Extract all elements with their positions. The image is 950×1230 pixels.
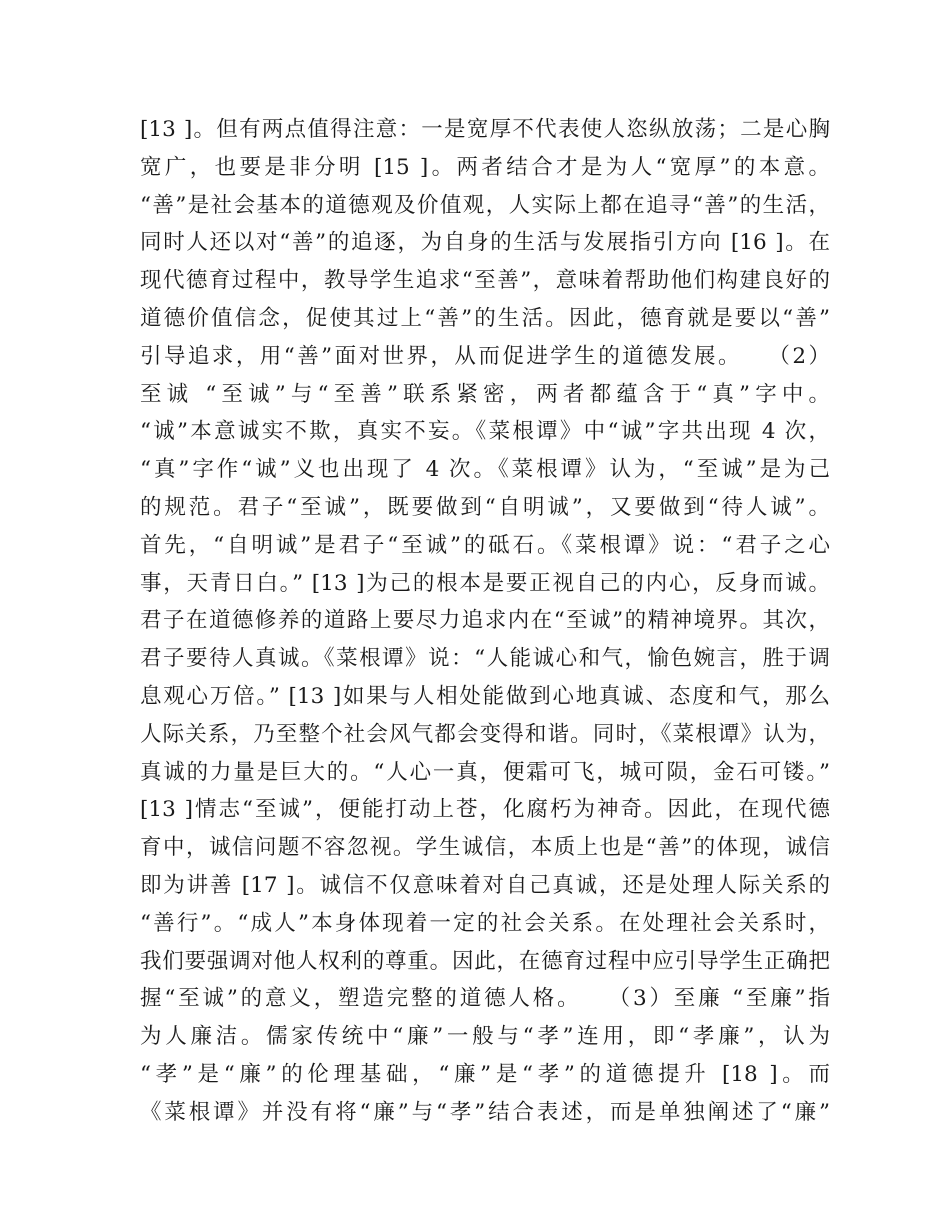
text-line: 即为讲善 [17 ]。诚信不仅意味着对自己真诚，还是处理人际关系的 bbox=[140, 872, 830, 898]
text-line: 引导追求，用“善”面对世界，从而促进学生的道德发展。 （2） bbox=[140, 343, 830, 369]
body-text bbox=[140, 111, 830, 1132]
text-line: 首先，“自明诚”是君子“至诚”的砥石。《菜根谭》说：“君子之心 bbox=[140, 532, 830, 558]
text-line: “善”是社会基本的道德观及价值观，人实际上都在追寻“善”的生活， bbox=[140, 192, 830, 218]
text-line: “善行”。“成人”本身体现着一定的社会关系。在处理社会关系时， bbox=[140, 910, 830, 936]
text-line: 育中，诚信问题不容忽视。学生诚信，本质上也是“善”的体现，诚信 bbox=[140, 835, 830, 861]
text-line: 道德价值信念，促使其过上“善”的生活。因此，德育就是要以“善” bbox=[140, 305, 830, 331]
text-line: 人际关系，乃至整个社会风气都会变得和谐。同时，《菜根谭》认为， bbox=[140, 721, 830, 747]
text-line: 至诚 “至诚”与“至善”联系紧密，两者都蕴含于“真”字中。 bbox=[140, 381, 830, 407]
text-line: 息观心万倍。” [13 ]如果与人相处能做到心地真诚、态度和气，那么 bbox=[140, 683, 830, 709]
text-line: 君子要待人真诚。《菜根谭》说：“人能诚心和气，愉色婉言，胜于调 bbox=[140, 646, 830, 672]
text-line: “真”字作“诚”义也出现了 4 次。《菜根谭》认为，“至诚”是为己 bbox=[140, 457, 830, 483]
text-line: “孝”是“廉”的伦理基础，“廉”是“孝”的道德提升 [18 ]。而 bbox=[140, 1061, 830, 1087]
text-line: [13 ]情志“至诚”，便能打动上苍，化腐朽为神奇。因此，在现代德 bbox=[140, 797, 830, 823]
text-line: 宽广，也要是非分明 [15 ]。两者结合才是为人“宽厚”的本意。 bbox=[140, 154, 830, 180]
text-line: 事，天青日白。” [13 ]为己的根本是要正视自己的内心，反身而诚。 bbox=[140, 570, 830, 596]
text-line: [13 ]。但有两点值得注意：一是宽厚不代表使人恣纵放荡；二是心胸 bbox=[140, 117, 830, 142]
text-line: 我们要强调对他人权利的尊重。因此，在德育过程中应引导学生正确把 bbox=[140, 948, 830, 974]
text-line: 的规范。君子“至诚”，既要做到“自明诚”，又要做到“待人诚”。 bbox=[140, 494, 830, 520]
text-line: 君子在道德修养的道路上要尽力追求内在“至诚”的精神境界。其次， bbox=[140, 608, 830, 634]
text-line: 同时人还以对“善”的追逐，为自身的生活与发展指引方向 [16 ]。在 bbox=[140, 230, 830, 256]
text-line: 为人廉洁。儒家传统中“廉”一般与“孝”连用，即“孝廉”，认为 bbox=[140, 1024, 830, 1050]
text-line: 握“至诚”的意义，塑造完整的道德人格。 （3）至廉 “至廉”指 bbox=[140, 986, 830, 1012]
text-line: 真诚的力量是巨大的。“人心一真，便霜可飞，城可陨，金石可镂。” bbox=[140, 759, 830, 785]
text-line: 《菜根谭》并没有将“廉”与“孝”结合表述，而是单独阐述了“廉” bbox=[140, 1099, 830, 1125]
text-line: “诚”本意诚实不欺，真实不妄。《菜根谭》中“诚”字共出现 4 次， bbox=[140, 419, 830, 445]
text-line: 现代德育过程中，教导学生追求“至善”，意味着帮助他们构建良好的 bbox=[140, 268, 830, 294]
